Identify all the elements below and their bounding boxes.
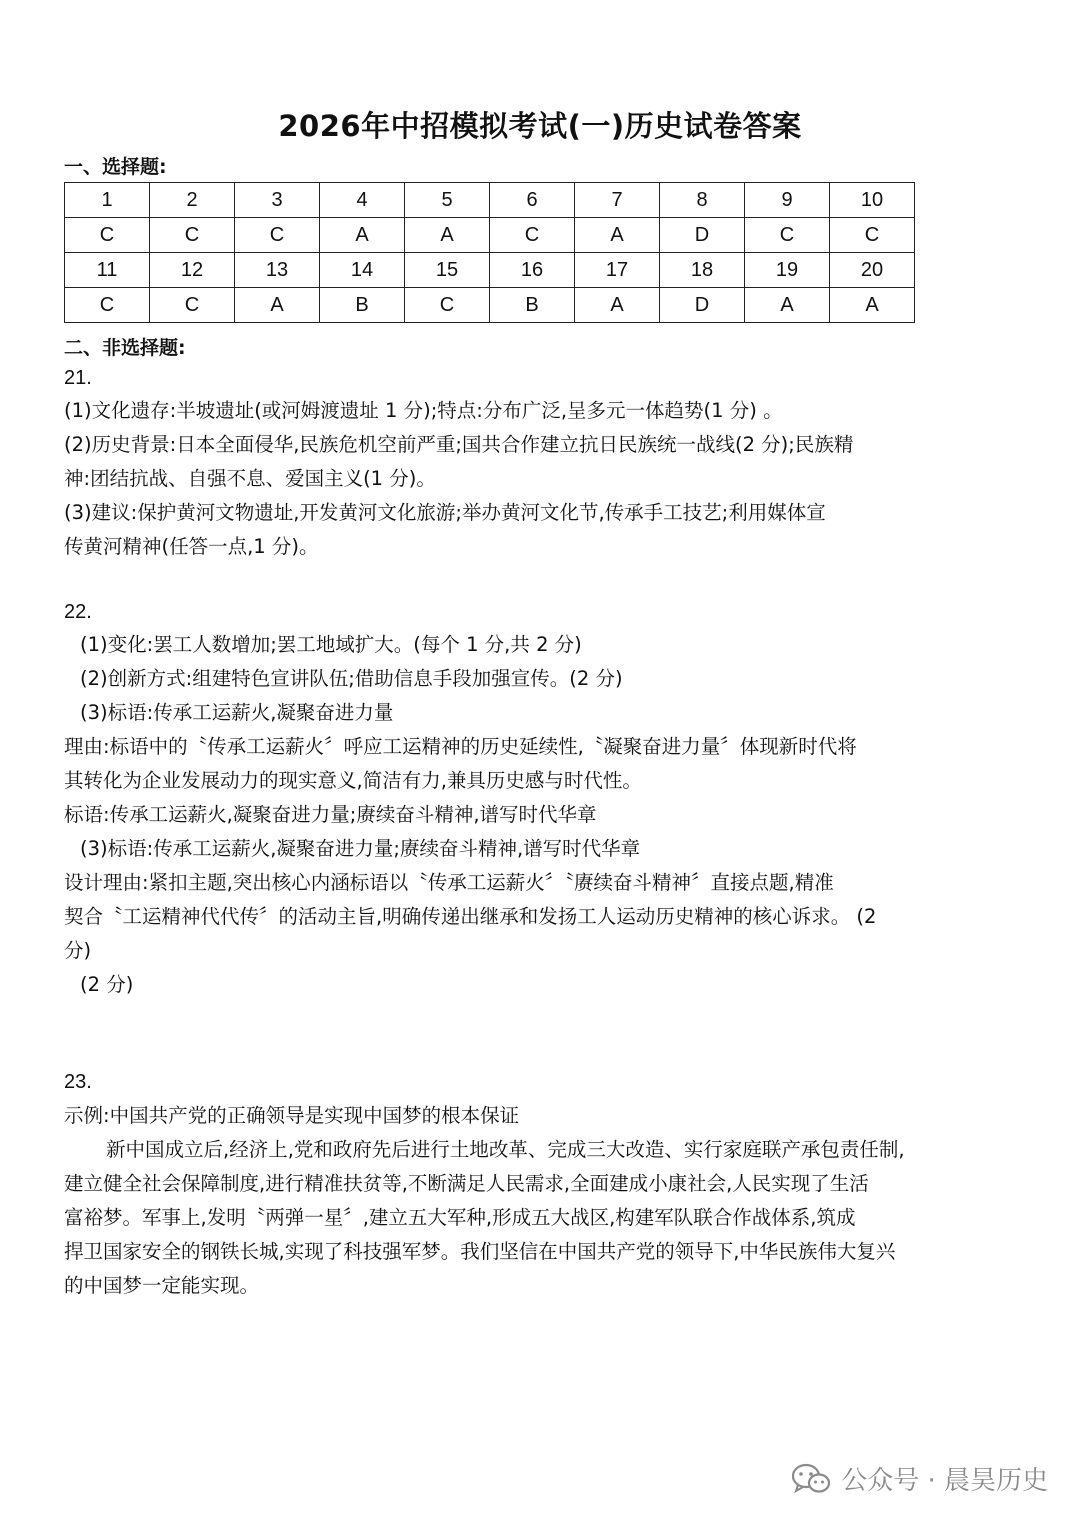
table-cell: B	[490, 288, 575, 323]
table-cell: 18	[660, 253, 745, 288]
table-cell: C	[490, 218, 575, 253]
table-cell: 6	[490, 183, 575, 218]
section-heading-choice: 一、选择题:	[64, 156, 167, 178]
answer-line: 富裕梦。军事上,发明〝两弹一星〞,建立五大军种,形成五大战区,构建军队联合作战体系,筑成	[64, 1206, 856, 1229]
table-cell: C	[745, 218, 830, 253]
answer-line: 标语:传承工运薪火,凝聚奋进力量;赓续奋斗精神,谱写时代华章	[64, 803, 597, 826]
question-number-22: 22.	[64, 601, 92, 623]
table-cell: A	[745, 288, 830, 323]
table-cell: 16	[490, 253, 575, 288]
answer-table	[64, 182, 915, 323]
answer-line: (3)标语:传承工运薪火,凝聚奋进力量	[80, 701, 394, 724]
table-cell: A	[575, 218, 660, 253]
table-cell: A	[320, 218, 405, 253]
table-cell: C	[830, 218, 915, 253]
page-title: 2026年中招模拟考试(一)历史试卷答案	[278, 109, 802, 143]
answer-line: (2)创新方式:组建特色宣讲队伍;借助信息手段加强宣传。(2 分)	[80, 667, 623, 690]
table-cell: 1	[65, 183, 150, 218]
table-cell: 4	[320, 183, 405, 218]
table-cell: D	[660, 218, 745, 253]
answer-line: (3)建议:保护黄河文物遗址,开发黄河文化旅游;举办黄河文化节,传承手工技艺;利用媒体宣	[64, 501, 826, 524]
table-cell: 2	[150, 183, 235, 218]
answer-line: (2)历史背景:日本全面侵华,民族危机空前严重;国共合作建立抗日民族统一战线(2 分);民族精	[64, 433, 854, 456]
table-cell: 7	[575, 183, 660, 218]
answer-line: 其转化为企业发展动力的现实意义,简洁有力,兼具历史感与时代性。	[64, 769, 642, 792]
answer-line: 捍卫国家安全的钢铁长城,实现了科技强军梦。我们坚信在中国共产党的领导下,中华民族伟大复兴	[64, 1240, 896, 1263]
table-cell: C	[65, 288, 150, 323]
answer-line: 设计理由:紧扣主题,突出核心内涵标语以〝传承工运薪火〞〝赓续奋斗精神〞直接点题,精准	[64, 871, 834, 894]
table-row	[65, 218, 915, 253]
answer-line: 新中国成立后,经济上,党和政府先后进行土地改革、完成三大改造、实行家庭联产承包责任制,	[106, 1138, 905, 1161]
answer-line: 理由:标语中的〝传承工运薪火〞呼应工运精神的历史延续性,〝凝聚奋进力量〞体现新时代将	[64, 735, 857, 758]
question-number-21: 21.	[64, 367, 92, 389]
table-cell: 3	[235, 183, 320, 218]
table-cell: C	[405, 288, 490, 323]
question-number-23: 23.	[64, 1071, 92, 1093]
table-row	[65, 183, 915, 218]
answer-line: (2 分)	[80, 973, 134, 996]
watermark-text: 公众号 · 晨昊历史	[841, 1466, 1048, 1496]
table-row	[65, 253, 915, 288]
wechat-icon	[791, 1463, 831, 1495]
table-cell: 15	[405, 253, 490, 288]
table-cell: A	[405, 218, 490, 253]
table-cell: 9	[745, 183, 830, 218]
answer-line: 示例:中国共产党的正确领导是实现中国梦的根本保证	[64, 1104, 520, 1127]
table-cell: 19	[745, 253, 830, 288]
table-cell: D	[660, 288, 745, 323]
answer-line: (1)变化:罢工人数增加;罢工地域扩大。(每个 1 分,共 2 分)	[80, 633, 582, 656]
table-cell: C	[65, 218, 150, 253]
answer-line: (1)文化遗存:半坡遗址(或河姆渡遗址 1 分);特点:分布广泛,呈多元一体趋势(1 分) 。	[64, 399, 783, 422]
table-cell: 5	[405, 183, 490, 218]
table-cell: 11	[65, 253, 150, 288]
table-row	[65, 288, 915, 323]
answer-line: 契合〝工运精神代代传〞的活动主旨,明确传递出继承和发扬工人运动历史精神的核心诉求。 (2	[64, 905, 877, 928]
answer-line: 神:团结抗战、自强不息、爱国主义(1 分)。	[64, 467, 436, 490]
table-cell: A	[830, 288, 915, 323]
table-cell: 10	[830, 183, 915, 218]
section-heading-nonchoice: 二、非选择题:	[64, 337, 186, 359]
answer-line: 分)	[64, 939, 92, 962]
table-cell: 20	[830, 253, 915, 288]
table-cell: 14	[320, 253, 405, 288]
answer-line: 建立健全社会保障制度,进行精准扶贫等,不断满足人民需求,全面建成小康社会,人民实现了生活	[64, 1172, 869, 1195]
answer-line: 的中国梦一定能实现。	[64, 1274, 260, 1297]
table-cell: 12	[150, 253, 235, 288]
table-cell: C	[235, 218, 320, 253]
table-cell: C	[150, 288, 235, 323]
table-cell: 13	[235, 253, 320, 288]
table-cell: C	[150, 218, 235, 253]
table-cell: B	[320, 288, 405, 323]
table-cell: A	[575, 288, 660, 323]
watermark	[791, 1460, 1048, 1497]
table-cell: 17	[575, 253, 660, 288]
answer-line: 传黄河精神(任答一点,1 分)。	[64, 535, 319, 558]
answer-line: (3)标语:传承工运薪火,凝聚奋进力量;赓续奋斗精神,谱写时代华章	[80, 837, 641, 860]
table-cell: A	[235, 288, 320, 323]
table-cell: 8	[660, 183, 745, 218]
